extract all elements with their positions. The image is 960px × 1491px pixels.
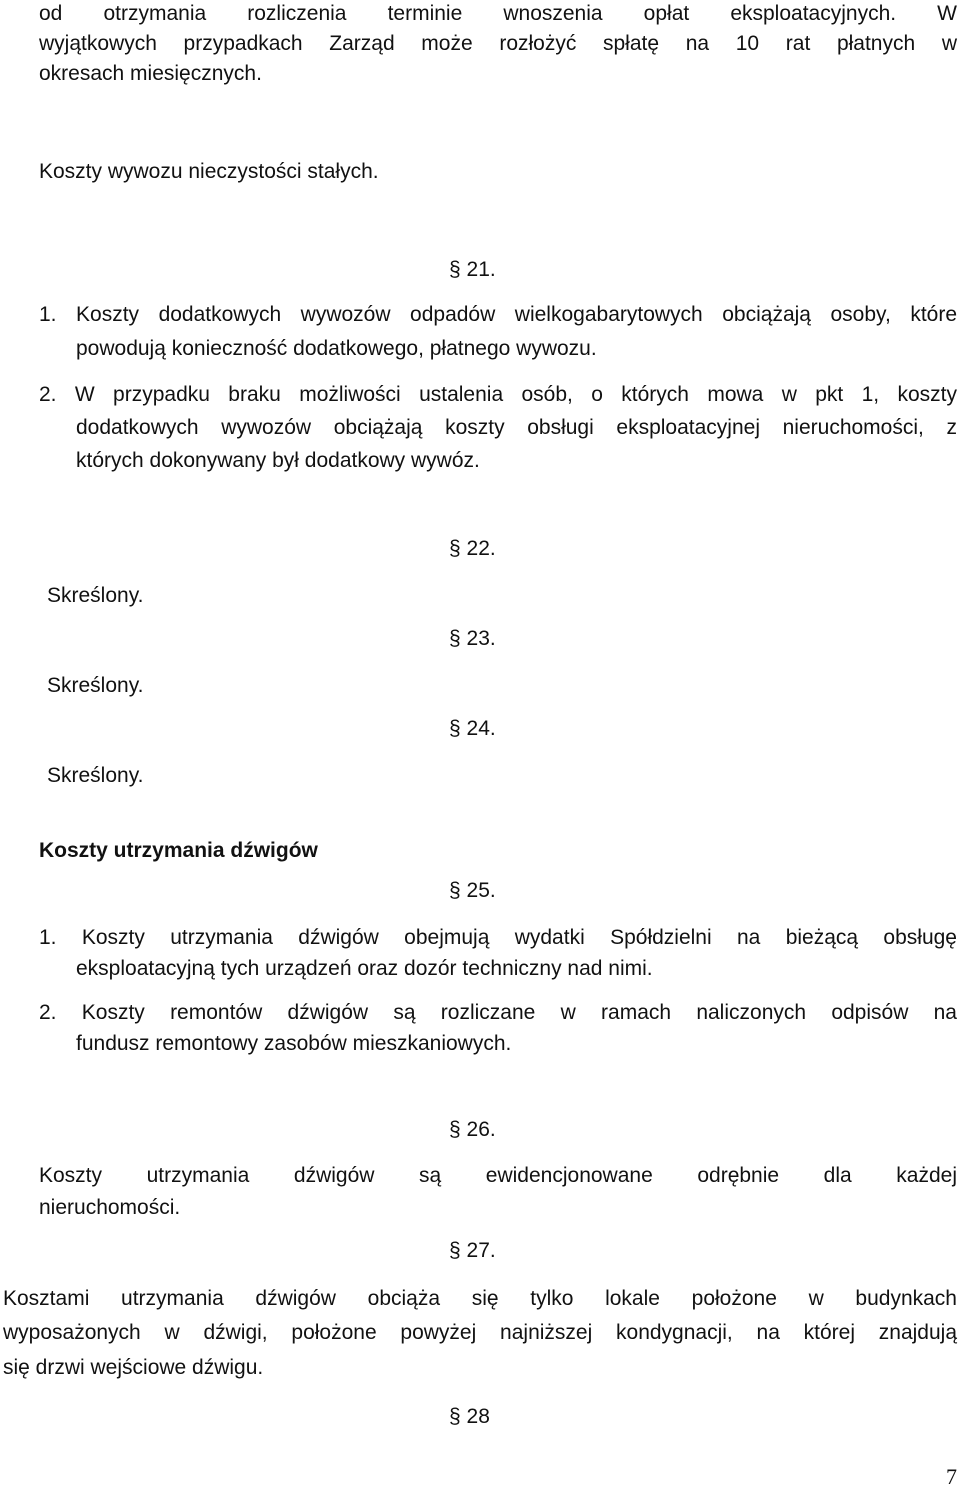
paragraph-number: § 27. xyxy=(449,1239,496,1262)
paragraph-line: od otrzymania rozliczenia terminie wnoszenia opłat eksploatacyjnych. W xyxy=(39,2,957,25)
paragraph-line: wyjątkowych przypadkach Zarząd może rozłożyć spłatę na 10 rat płatnych w xyxy=(39,32,957,55)
section-heading: Koszty wywozu nieczystości stałych. xyxy=(39,160,379,183)
paragraph-number: § 25. xyxy=(449,879,496,902)
paragraph-number: § 23. xyxy=(449,627,496,650)
paragraph-number: § 22. xyxy=(449,537,496,560)
paragraph-line: się drzwi wejściowe dźwigu. xyxy=(3,1356,264,1379)
struck-text: Skreślony. xyxy=(47,764,144,787)
paragraph-number: § 26. xyxy=(449,1118,496,1141)
paragraph-line: wyposażonych w dźwigi, położone powyżej najniższej kondygnacji, na której znajdują xyxy=(3,1321,957,1344)
list-item: 2. W przypadku braku możliwości ustalenia osób, o których mowa w pkt 1, koszty xyxy=(39,383,957,406)
section-heading: Koszty utrzymania dźwigów xyxy=(39,839,318,862)
list-item-continuation: eksploatacyjną tych urządzeń oraz dozór techniczny nad nimi. xyxy=(76,957,653,980)
paragraph-number: § 21. xyxy=(449,258,496,281)
paragraph-number: § 24. xyxy=(449,717,496,740)
struck-text: Skreślony. xyxy=(47,584,144,607)
list-item: 1. Koszty dodatkowych wywozów odpadów wielkogabarytowych obciążają osoby, które xyxy=(39,303,957,326)
list-item: 1. Koszty utrzymania dźwigów obejmują wydatki Spółdzielni na bieżącą obsługę xyxy=(39,926,957,949)
list-item: 2. Koszty remontów dźwigów są rozliczane w ramach naliczonych odpisów na xyxy=(39,1001,957,1024)
paragraph-line: Koszty utrzymania dźwigów są ewidencjonowane odrębnie dla każdej xyxy=(39,1164,957,1187)
paragraph-number: § 28 xyxy=(449,1405,490,1428)
paragraph-line: Kosztami utrzymania dźwigów obciąża się tylko lokale położone w budynkach xyxy=(3,1287,957,1310)
paragraph-line: nieruchomości. xyxy=(39,1196,181,1219)
list-item-continuation: dodatkowych wywozów obciążają koszty obsługi eksploatacyjnej nieruchomości, z xyxy=(76,416,957,439)
page-number: 7 xyxy=(946,1464,957,1489)
list-item-continuation: fundusz remontowy zasobów mieszkaniowych. xyxy=(76,1032,512,1055)
list-item-continuation: powodują konieczność dodatkowego, płatnego wywozu. xyxy=(76,337,597,360)
paragraph-line: okresach miesięcznych. xyxy=(39,62,262,85)
list-item-continuation: których dokonywany był dodatkowy wywóz. xyxy=(76,449,480,472)
struck-text: Skreślony. xyxy=(47,674,144,697)
